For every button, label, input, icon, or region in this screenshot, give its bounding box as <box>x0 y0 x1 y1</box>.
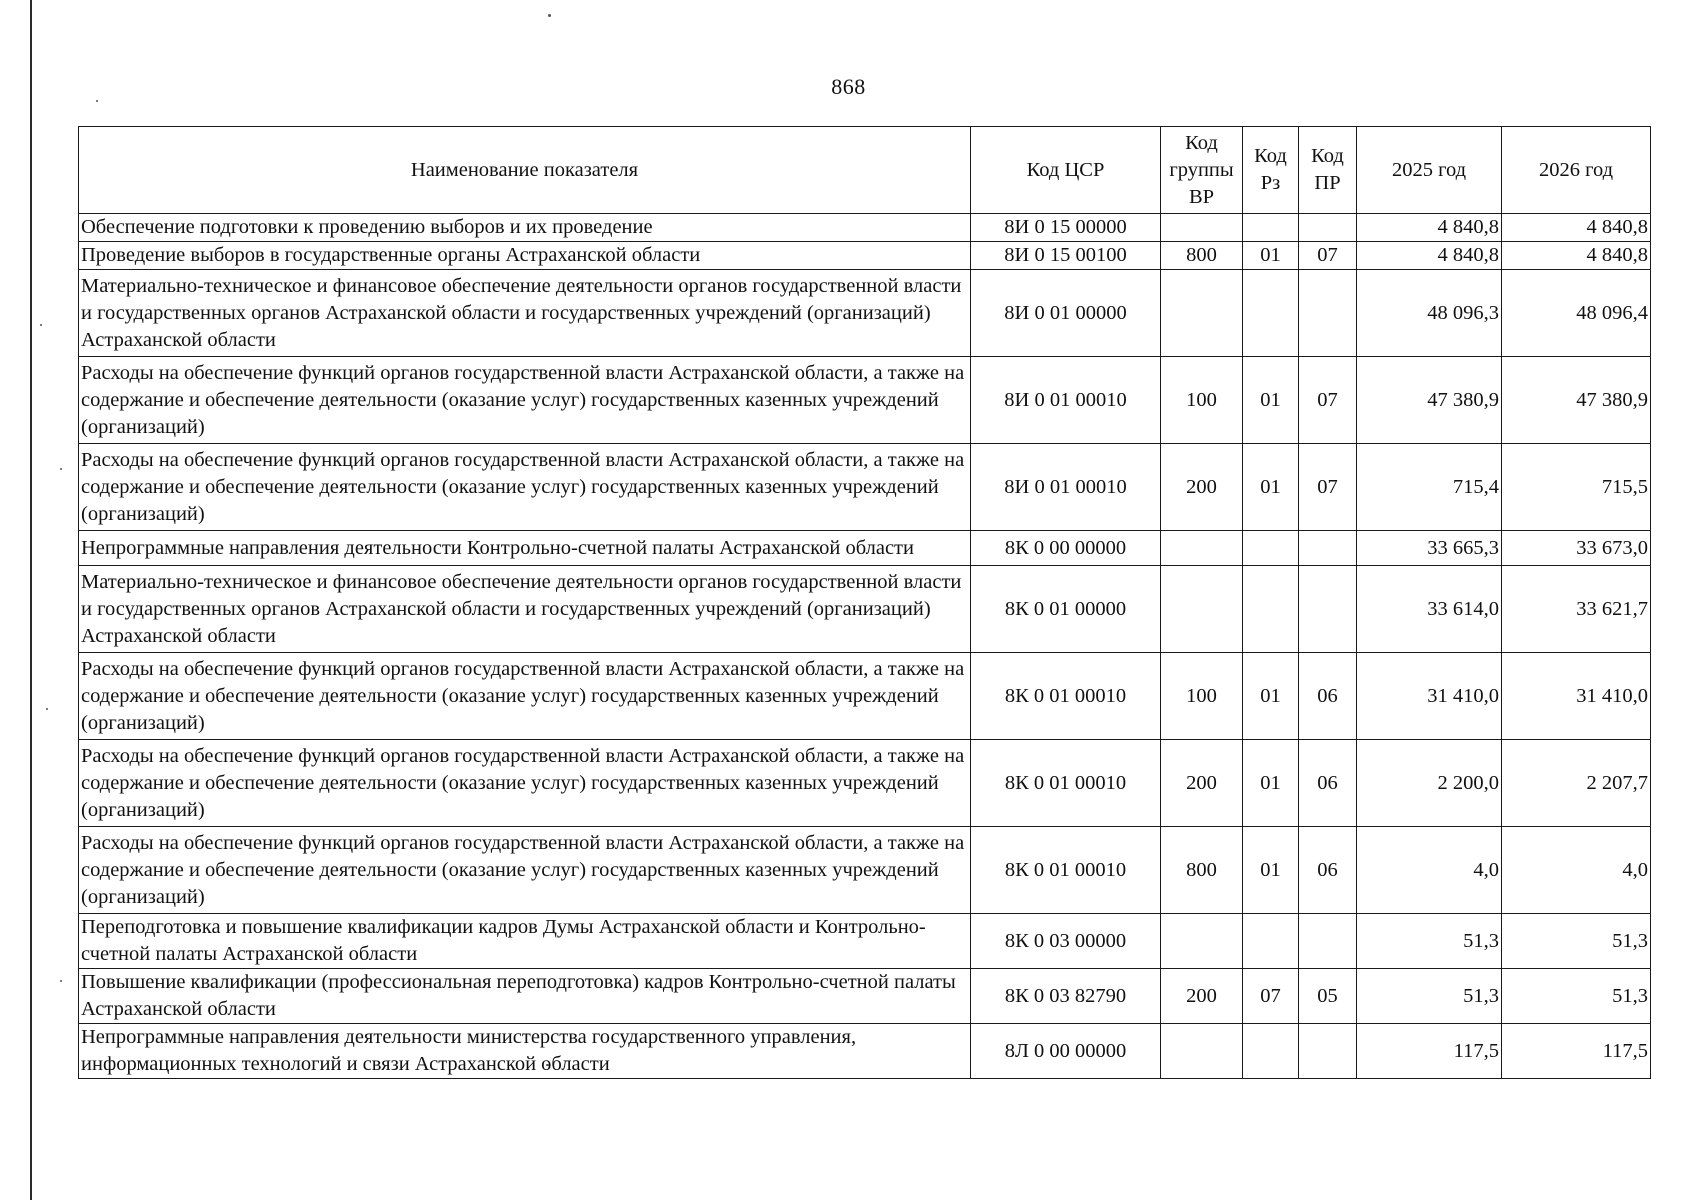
cell-pr <box>1299 566 1357 653</box>
table-row <box>79 827 1651 914</box>
cell-csr: 8И 0 01 00000 <box>971 270 1161 357</box>
cell-y2025: 2 200,0 <box>1357 740 1502 827</box>
cell-y2025: 117,5 <box>1357 1024 1502 1079</box>
cell-pr <box>1299 270 1357 357</box>
cell-vr: 200 <box>1161 969 1243 1024</box>
cell-pr <box>1299 531 1357 566</box>
cell-y2025: 51,3 <box>1357 969 1502 1024</box>
cell-csr: 8К 0 01 00010 <box>971 827 1161 914</box>
cell-vr: 200 <box>1161 444 1243 531</box>
cell-rz <box>1243 566 1299 653</box>
cell-vr <box>1161 914 1243 969</box>
cell-vr: 100 <box>1161 357 1243 444</box>
cell-pr <box>1299 1024 1357 1079</box>
cell-rz <box>1243 214 1299 242</box>
page-number: 868 <box>831 74 866 99</box>
table-row <box>79 444 1651 531</box>
table-row <box>79 357 1651 444</box>
cell-y2025: 33 665,3 <box>1357 531 1502 566</box>
cell-name: Проведение выборов в государственные органы Астраханской области <box>79 242 971 270</box>
cell-y2026: 2 207,7 <box>1502 740 1651 827</box>
cell-csr: 8К 0 03 82790 <box>971 969 1161 1024</box>
cell-vr: 800 <box>1161 827 1243 914</box>
cell-csr: 8И 0 01 00010 <box>971 357 1161 444</box>
table-row <box>79 969 1651 1024</box>
cell-name: Материально-техническое и финансовое обеспечение деятельности органов государственной власти и государственных органов Астраханской области и государственных учреждений (организаций) Астраханской области <box>79 270 971 357</box>
cell-y2025: 31 410,0 <box>1357 653 1502 740</box>
scan-margin-line <box>30 0 32 1200</box>
cell-pr: 05 <box>1299 969 1357 1024</box>
cell-y2026: 4 840,8 <box>1502 214 1651 242</box>
cell-csr: 8И 0 01 00010 <box>971 444 1161 531</box>
cell-y2026: 33 621,7 <box>1502 566 1651 653</box>
cell-vr <box>1161 270 1243 357</box>
table-row <box>79 242 1651 270</box>
cell-vr: 100 <box>1161 653 1243 740</box>
table-row <box>79 531 1651 566</box>
cell-y2026: 4 840,8 <box>1502 242 1651 270</box>
table-row <box>79 1024 1651 1079</box>
header-y2026: 2026 год <box>1502 127 1651 214</box>
cell-rz: 01 <box>1243 653 1299 740</box>
cell-rz: 01 <box>1243 827 1299 914</box>
header-vr: Код группы ВР <box>1161 127 1243 214</box>
cell-name: Расходы на обеспечение функций органов государственной власти Астраханской области, а также на содержание и обеспечение деятельности (оказание услуг) государственных казенных учреждений (организаций) <box>79 827 971 914</box>
cell-y2025: 33 614,0 <box>1357 566 1502 653</box>
cell-pr: 06 <box>1299 827 1357 914</box>
budget-table <box>78 126 1651 1079</box>
cell-csr: 8Л 0 00 00000 <box>971 1024 1161 1079</box>
table-row <box>79 653 1651 740</box>
cell-csr: 8К 0 03 00000 <box>971 914 1161 969</box>
cell-name: Материально-техническое и финансовое обеспечение деятельности органов государственной власти и государственных органов Астраханской области и государственных учреждений (организаций) Астраханской области <box>79 566 971 653</box>
cell-name: Обеспечение подготовки к проведению выборов и их проведение <box>79 214 971 242</box>
header-pr: Код ПР <box>1299 127 1357 214</box>
cell-name: Расходы на обеспечение функций органов государственной власти Астраханской области, а также на содержание и обеспечение деятельности (оказание услуг) государственных казенных учреждений (организаций) <box>79 653 971 740</box>
cell-name: Непрограммные направления деятельности Контрольно-счетной палаты Астраханской области <box>79 531 971 566</box>
cell-y2026: 51,3 <box>1502 969 1651 1024</box>
cell-csr: 8К 0 01 00000 <box>971 566 1161 653</box>
table-header-row <box>79 127 1651 214</box>
cell-rz: 01 <box>1243 242 1299 270</box>
cell-pr: 06 <box>1299 740 1357 827</box>
cell-y2026: 31 410,0 <box>1502 653 1651 740</box>
cell-name: Расходы на обеспечение функций органов государственной власти Астраханской области, а также на содержание и обеспечение деятельности (оказание услуг) государственных казенных учреждений (организаций) <box>79 740 971 827</box>
cell-csr: 8К 0 01 00010 <box>971 740 1161 827</box>
cell-pr <box>1299 214 1357 242</box>
table-row <box>79 214 1651 242</box>
cell-rz: 01 <box>1243 444 1299 531</box>
cell-name: Переподготовка и повышение квалификации кадров Думы Астраханской области и Контрольно-счетной палаты Астраханской области <box>79 914 971 969</box>
cell-pr: 06 <box>1299 653 1357 740</box>
cell-name: Расходы на обеспечение функций органов государственной власти Астраханской области, а также на содержание и обеспечение деятельности (оказание услуг) государственных казенных учреждений (организаций) <box>79 357 971 444</box>
cell-rz: 07 <box>1243 969 1299 1024</box>
cell-vr <box>1161 214 1243 242</box>
cell-vr <box>1161 566 1243 653</box>
cell-csr: 8К 0 00 00000 <box>971 531 1161 566</box>
cell-csr: 8И 0 15 00100 <box>971 242 1161 270</box>
cell-y2026: 51,3 <box>1502 914 1651 969</box>
table-row <box>79 740 1651 827</box>
cell-csr: 8И 0 15 00000 <box>971 214 1161 242</box>
cell-y2025: 4 840,8 <box>1357 214 1502 242</box>
cell-rz <box>1243 531 1299 566</box>
cell-y2026: 715,5 <box>1502 444 1651 531</box>
cell-vr: 800 <box>1161 242 1243 270</box>
cell-y2025: 715,4 <box>1357 444 1502 531</box>
cell-y2026: 48 096,4 <box>1502 270 1651 357</box>
cell-y2025: 4,0 <box>1357 827 1502 914</box>
table-row <box>79 566 1651 653</box>
cell-y2026: 33 673,0 <box>1502 531 1651 566</box>
cell-y2025: 4 840,8 <box>1357 242 1502 270</box>
cell-rz <box>1243 270 1299 357</box>
cell-y2025: 51,3 <box>1357 914 1502 969</box>
cell-y2026: 47 380,9 <box>1502 357 1651 444</box>
cell-pr: 07 <box>1299 357 1357 444</box>
cell-pr <box>1299 914 1357 969</box>
cell-vr: 200 <box>1161 740 1243 827</box>
cell-vr <box>1161 1024 1243 1079</box>
header-rz: Код Рз <box>1243 127 1299 214</box>
header-name: Наименование показателя <box>79 127 971 214</box>
cell-rz <box>1243 914 1299 969</box>
cell-y2025: 47 380,9 <box>1357 357 1502 444</box>
cell-pr: 07 <box>1299 444 1357 531</box>
cell-rz: 01 <box>1243 357 1299 444</box>
cell-y2025: 48 096,3 <box>1357 270 1502 357</box>
table-row <box>79 914 1651 969</box>
cell-vr <box>1161 531 1243 566</box>
header-csr: Код ЦСР <box>971 127 1161 214</box>
cell-rz <box>1243 1024 1299 1079</box>
cell-name: Расходы на обеспечение функций органов государственной власти Астраханской области, а также на содержание и обеспечение деятельности (оказание услуг) государственных казенных учреждений (организаций) <box>79 444 971 531</box>
cell-pr: 07 <box>1299 242 1357 270</box>
cell-name: Непрограммные направления деятельности министерства государственного управления, информационных технологий и связи Астраханской области <box>79 1024 971 1079</box>
cell-csr: 8К 0 01 00010 <box>971 653 1161 740</box>
table-row <box>79 270 1651 357</box>
cell-y2026: 117,5 <box>1502 1024 1651 1079</box>
header-y2025: 2025 год <box>1357 127 1502 214</box>
cell-rz: 01 <box>1243 740 1299 827</box>
cell-name: Повышение квалификации (профессиональная переподготовка) кадров Контрольно-счетной палаты Астраханской области <box>79 969 971 1024</box>
cell-y2026: 4,0 <box>1502 827 1651 914</box>
